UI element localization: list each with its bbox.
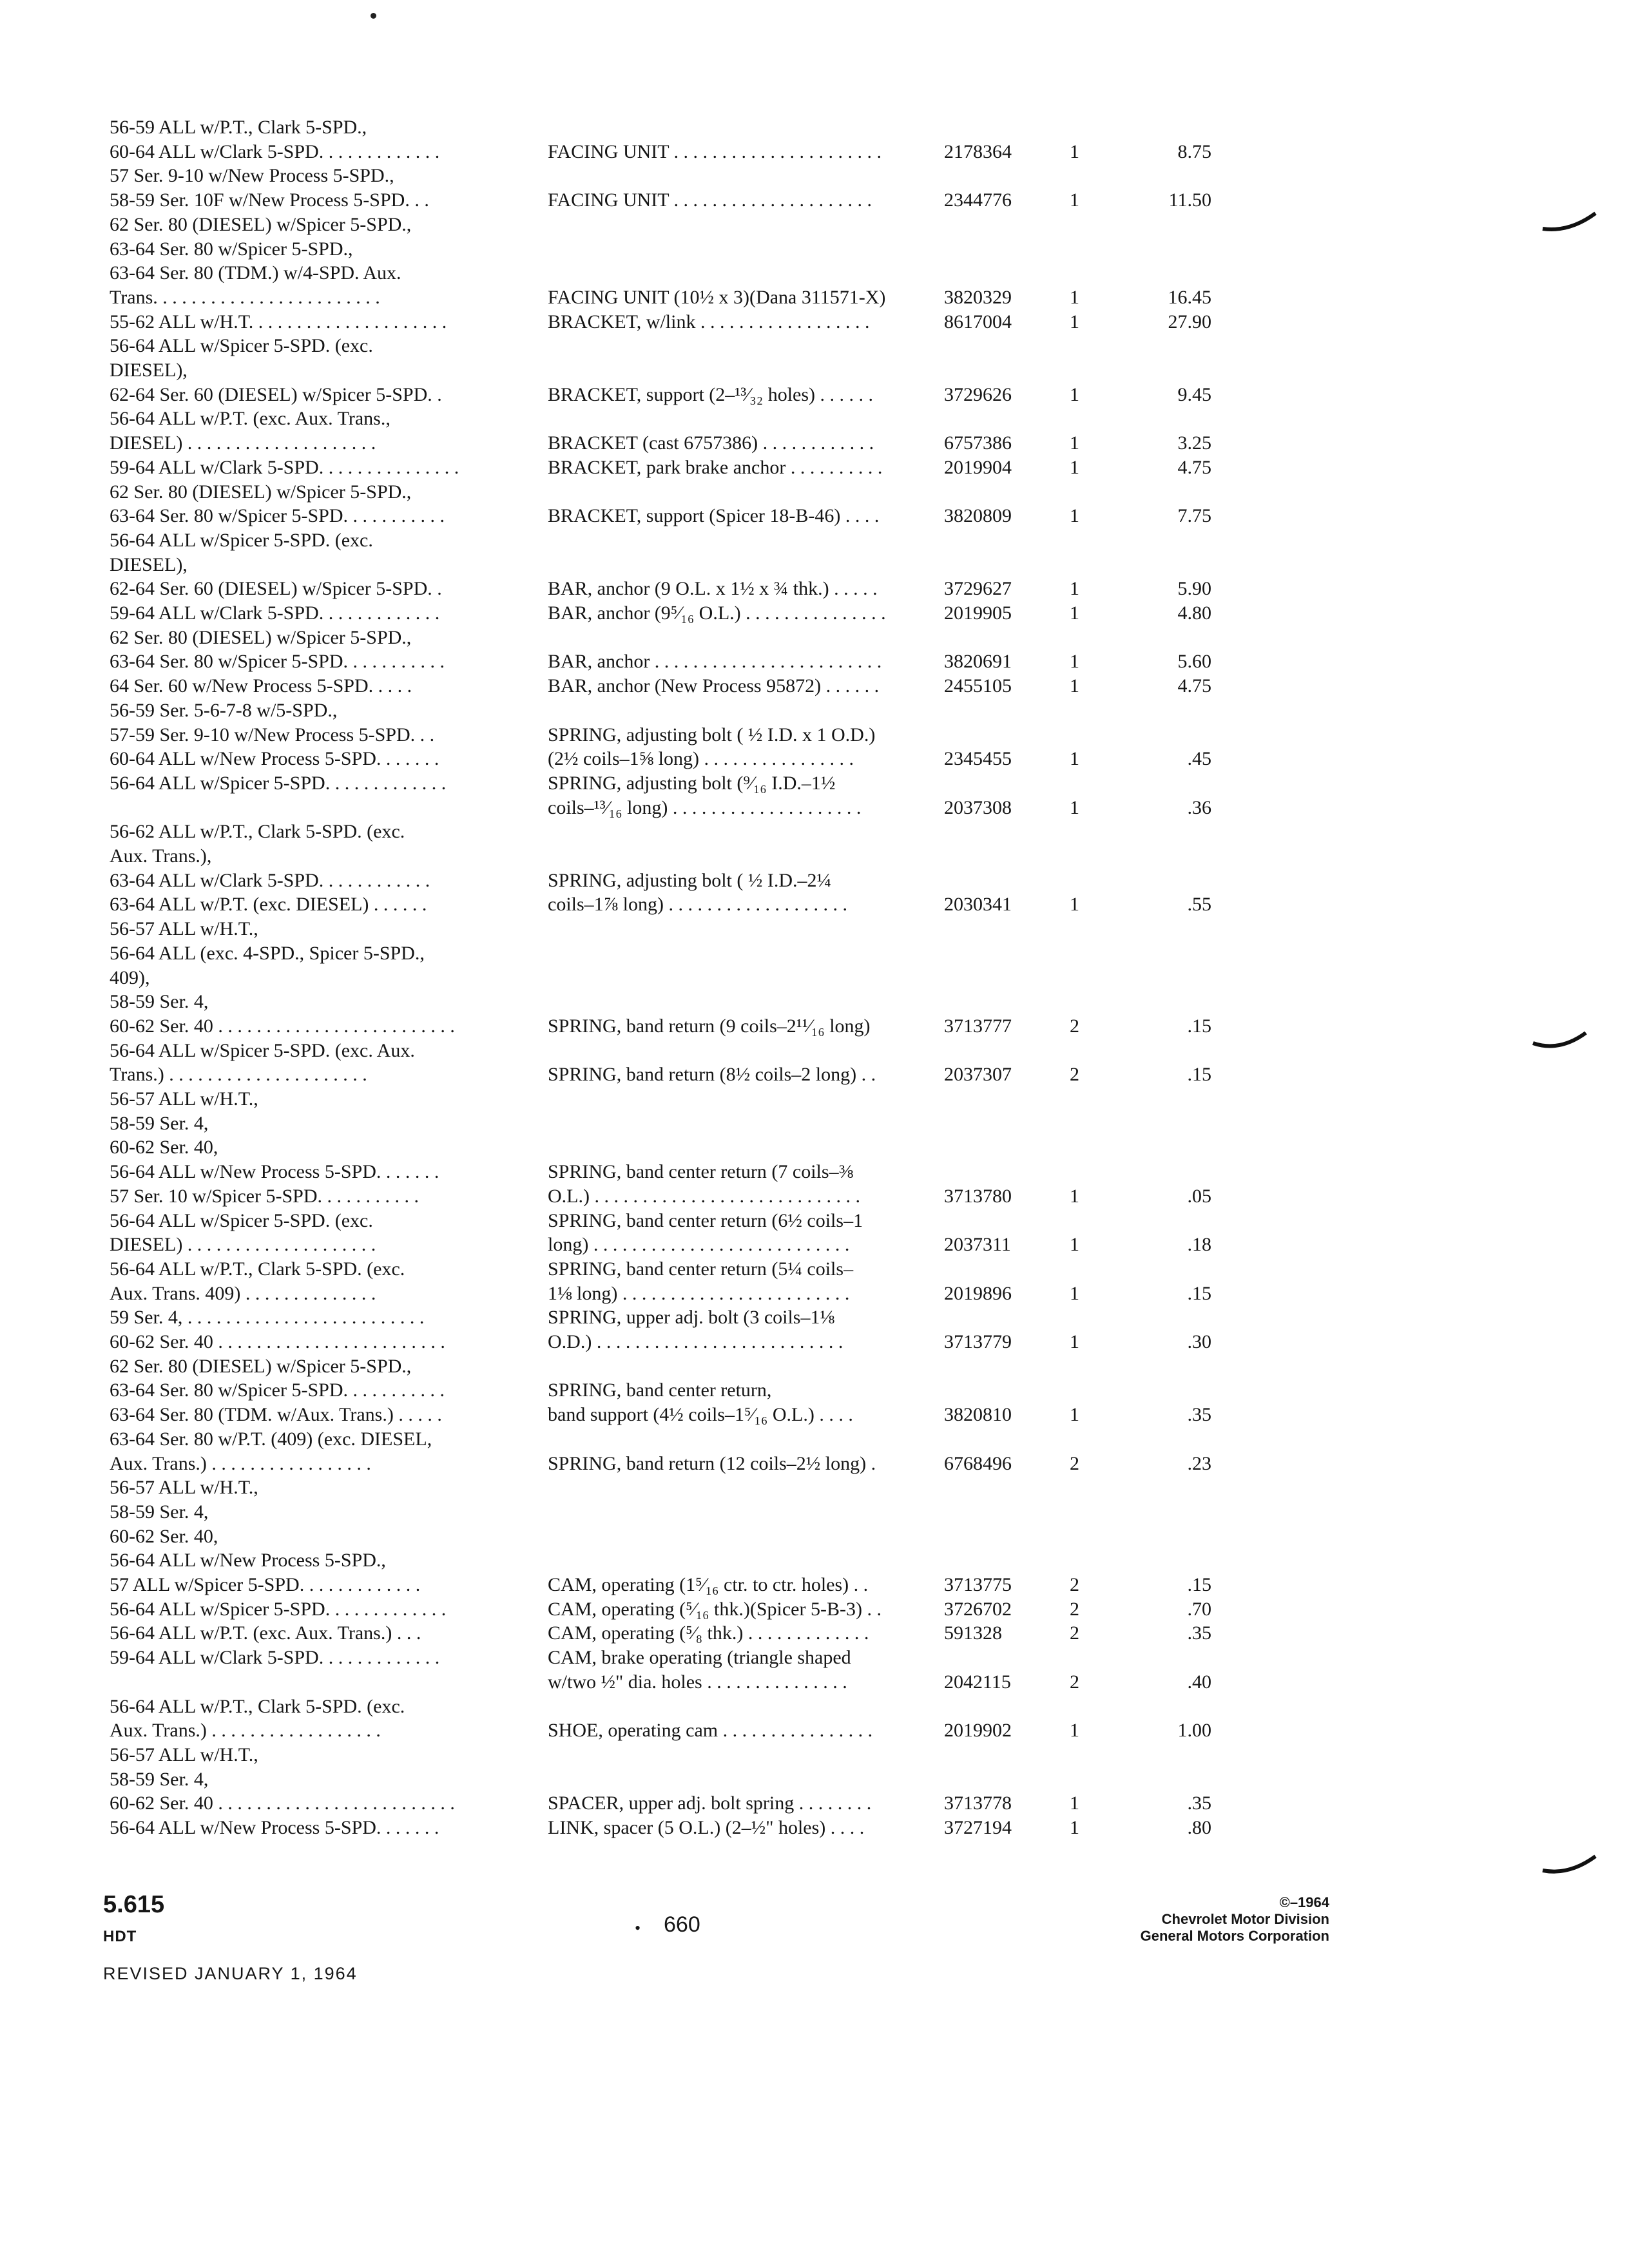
application-text: 58-59 Ser. 4, — [110, 1112, 209, 1134]
item-description: BRACKET, support (2–¹³⁄₃₂ holes) . . . . . . — [548, 383, 874, 405]
catalog-row — [110, 333, 1115, 359]
quantity: 1 — [1070, 505, 1079, 527]
application-text: Trans. . . . . . . . . . . . . . . . . . . . . . . . — [110, 286, 380, 308]
quantity: 1 — [1070, 651, 1079, 673]
item-description: FACING UNIT (10½ x 3)(Dana 311571-X) — [548, 286, 886, 308]
copyright-line: ©–1964 — [1279, 1894, 1329, 1910]
application-text: 56-59 ALL w/P.T., Clark 5-SPD., — [110, 117, 367, 138]
item-description: long) . . . . . . . . . . . . . . . . . . . . . . . . . . . — [548, 1234, 850, 1256]
application-text: 62-64 Ser. 60 (DIESEL) w/Spicer 5-SPD. . — [110, 383, 442, 405]
catalog-row — [110, 139, 1211, 165]
catalog-row — [110, 187, 1211, 213]
price: .80 — [1187, 1817, 1211, 1838]
application-text: 56-64 ALL w/P.T., Clark 5-SPD. (exc. — [110, 1258, 405, 1280]
quantity: 1 — [1070, 456, 1079, 478]
item-description: BRACKET, park brake anchor . . . . . . . . . . — [548, 456, 883, 478]
catalog-row — [110, 1499, 1115, 1525]
price: .30 — [1187, 1331, 1211, 1352]
application-text: 56-59 Ser. 5-6-7-8 w/5-SPD., — [110, 699, 338, 721]
part-number: 3729626 — [944, 383, 1012, 405]
catalog-row — [110, 212, 1115, 238]
catalog-row — [110, 1620, 1211, 1646]
item-description: BRACKET (cast 6757386) . . . . . . . . . . . . — [548, 432, 874, 454]
part-number: 2345455 — [944, 748, 1012, 770]
catalog-row — [110, 1475, 1115, 1501]
part-number: 3820691 — [944, 651, 1012, 673]
item-description: O.D.) . . . . . . . . . . . . . . . . . . . . . . . . . . — [548, 1331, 843, 1352]
application-text: 62-64 Ser. 60 (DIESEL) w/Spicer 5-SPD. . — [110, 578, 442, 600]
application-text: 60-64 ALL w/Clark 5-SPD. . . . . . . . . . . . . — [110, 140, 440, 162]
catalog-row — [110, 1305, 1115, 1331]
price: 9.45 — [1177, 383, 1211, 405]
item-description: SPRING, band return (8½ coils–2 long) . . — [548, 1064, 876, 1086]
catalog-row — [110, 1184, 1211, 1209]
item-description: SPRING, band center return (6½ coils–1 — [548, 1209, 863, 1231]
margin-tick-mark — [1540, 1852, 1598, 1878]
item-description: SPACER, upper adj. bolt spring . . . . . . . . — [548, 1792, 872, 1814]
item-description: SHOE, operating cam . . . . . . . . . . . . . . . . — [548, 1720, 873, 1742]
corporation-line: General Motors Corporation — [1140, 1928, 1329, 1944]
part-number: 2042115 — [944, 1671, 1011, 1693]
quantity: 2 — [1070, 1622, 1079, 1644]
quantity: 1 — [1070, 602, 1079, 624]
price: 1.00 — [1177, 1720, 1211, 1742]
item-description: (2½ coils–1⅝ long) . . . . . . . . . . . . . . . . — [548, 748, 854, 770]
price: .23 — [1187, 1452, 1211, 1474]
application-text: Aux. Trans. 409) . . . . . . . . . . . . . . — [110, 1282, 376, 1304]
catalog-row — [110, 1451, 1211, 1477]
item-description: SPRING, band center return (5¼ coils– — [548, 1258, 854, 1280]
catalog-row — [110, 1281, 1211, 1307]
catalog-row — [110, 1378, 1115, 1403]
price: 5.90 — [1177, 578, 1211, 600]
application-text: 57 Ser. 9-10 w/New Process 5-SPD., — [110, 165, 394, 187]
application-text: 59-64 ALL w/Clark 5-SPD. . . . . . . . . . . . . — [110, 602, 440, 624]
application-text: 57 ALL w/Spicer 5-SPD. . . . . . . . . . . . . — [110, 1574, 421, 1595]
catalog-row — [110, 309, 1211, 335]
application-text: 56-57 ALL w/H.T., — [110, 1477, 258, 1499]
item-description: SPRING, band center return, — [548, 1379, 772, 1401]
item-description: CAM, operating (1⁵⁄₁₆ ctr. to ctr. holes) . . — [548, 1574, 869, 1595]
part-number: 2037307 — [944, 1064, 1012, 1086]
catalog-row — [110, 1135, 1115, 1160]
catalog-row — [110, 1014, 1211, 1039]
catalog-row — [110, 406, 1115, 432]
application-text: Aux. Trans.) . . . . . . . . . . . . . . . . . — [110, 1452, 371, 1474]
application-text: Aux. Trans.) . . . . . . . . . . . . . . . . . . — [110, 1720, 381, 1742]
catalog-row — [110, 746, 1211, 772]
application-text: 56-57 ALL w/H.T., — [110, 1088, 258, 1110]
item-description: LINK, spacer (5 O.L.) (2–½" holes) . . . . — [548, 1817, 865, 1838]
part-number: 591328 — [944, 1622, 1002, 1644]
price: .15 — [1187, 1015, 1211, 1037]
application-text: 63-64 Ser. 80 w/Spicer 5-SPD. . . . . . . . . . . — [110, 1379, 445, 1401]
item-description: SPRING, adjusting bolt ( ½ I.D. x 1 O.D.) — [548, 724, 876, 745]
revision-date: REVISED JANUARY 1, 1964 — [103, 1964, 358, 1983]
application-text: 58-59 Ser. 4, — [110, 991, 209, 1013]
catalog-row — [110, 358, 1115, 383]
item-description: BAR, anchor . . . . . . . . . . . . . . . . . . . . . . . . — [548, 651, 882, 673]
catalog-row — [110, 1354, 1115, 1379]
application-text: 58-59 Ser. 4, — [110, 1768, 209, 1790]
catalog-row — [110, 1111, 1115, 1137]
catalog-row — [110, 1645, 1115, 1671]
scan-speck — [371, 13, 376, 19]
price: 7.75 — [1177, 505, 1211, 527]
application-text: 57-59 Ser. 9-10 w/New Process 5-SPD. . . — [110, 724, 435, 745]
quantity: 1 — [1070, 189, 1079, 211]
price: .36 — [1187, 796, 1211, 818]
application-text: 57 Ser. 10 w/Spicer 5-SPD. . . . . . . . . . . — [110, 1185, 419, 1207]
quantity: 1 — [1070, 1185, 1079, 1207]
application-text: 409), — [110, 966, 150, 988]
catalog-row — [110, 795, 1211, 821]
catalog-row — [110, 115, 1115, 140]
catalog-row — [110, 649, 1211, 675]
item-description: coils–¹³⁄₁₆ long) . . . . . . . . . . . . . . . . . . . . — [548, 796, 862, 818]
catalog-row — [110, 430, 1211, 456]
quantity: 1 — [1070, 1404, 1079, 1426]
catalog-row — [110, 552, 1115, 578]
item-description: BAR, anchor (9⁵⁄₁₆ O.L.) . . . . . . . . . . . . . . . — [548, 602, 886, 624]
item-description: SPRING, adjusting bolt (⁹⁄₁₆ I.D.–1½ — [548, 772, 836, 794]
item-description: 1⅛ long) . . . . . . . . . . . . . . . . . . . . . . . . — [548, 1282, 850, 1304]
item-description: SPRING, band return (12 coils–2½ long) . — [548, 1452, 876, 1474]
item-description: O.L.) . . . . . . . . . . . . . . . . . . . . . . . . . . . . — [548, 1185, 860, 1207]
part-number: 2030341 — [944, 894, 1012, 916]
application-text: 62 Ser. 80 (DIESEL) w/Spicer 5-SPD., — [110, 626, 412, 648]
quantity: 1 — [1070, 675, 1079, 697]
application-text: 63-64 Ser. 80 w/Spicer 5-SPD. . . . . . . . . . . — [110, 505, 445, 527]
item-description: BRACKET, support (Spicer 18-B-46) . . . . — [548, 505, 880, 527]
quantity: 1 — [1070, 796, 1079, 818]
price: 16.45 — [1168, 286, 1211, 308]
application-text: 62 Ser. 80 (DIESEL) w/Spicer 5-SPD., — [110, 213, 412, 235]
quantity: 1 — [1070, 286, 1079, 308]
application-text: 60-64 ALL w/New Process 5-SPD. . . . . . . — [110, 748, 439, 770]
catalog-row — [110, 1597, 1211, 1622]
application-text: 56-64 ALL w/New Process 5-SPD. . . . . . . — [110, 1817, 439, 1838]
catalog-row — [110, 382, 1211, 408]
application-text: 62 Ser. 80 (DIESEL) w/Spicer 5-SPD., — [110, 1355, 412, 1377]
catalog-row — [110, 1572, 1211, 1598]
item-description: SPRING, adjusting bolt ( ½ I.D.–2¼ — [548, 869, 832, 891]
item-description: FACING UNIT . . . . . . . . . . . . . . . . . . . . . — [548, 189, 872, 211]
item-description: BAR, anchor (9 O.L. x 1½ x ¾ thk.) . . . . . — [548, 578, 878, 600]
quantity: 1 — [1070, 1720, 1079, 1742]
margin-tick-mark — [1530, 1028, 1588, 1053]
price: .05 — [1187, 1185, 1211, 1207]
hdt-label: HDT — [103, 1928, 137, 1945]
application-text: 63-64 Ser. 80 w/Spicer 5-SPD., — [110, 238, 353, 260]
application-text: 56-64 ALL w/New Process 5-SPD., — [110, 1550, 386, 1571]
item-description: CAM, operating (⁵⁄₈ thk.) . . . . . . . . . . . . . — [548, 1622, 869, 1644]
catalog-row — [110, 1742, 1115, 1768]
scan-dot: • — [635, 1919, 641, 1937]
item-description: FACING UNIT . . . . . . . . . . . . . . . . . . . . . . — [548, 140, 882, 162]
price: 27.90 — [1168, 311, 1211, 332]
quantity: 1 — [1070, 140, 1079, 162]
publisher-block — [1141, 1894, 1329, 1945]
catalog-row — [110, 1086, 1115, 1112]
part-number: 2455105 — [944, 675, 1012, 697]
quantity: 1 — [1070, 1817, 1079, 1838]
catalog-row — [110, 868, 1115, 894]
price: .15 — [1187, 1282, 1211, 1304]
catalog-row — [110, 1694, 1115, 1720]
quantity: 2 — [1070, 1671, 1079, 1693]
item-description: SPRING, upper adj. bolt (3 coils–1⅛ — [548, 1307, 834, 1329]
quantity: 1 — [1070, 1792, 1079, 1814]
catalog-row — [110, 722, 1115, 748]
application-text: 56-57 ALL w/H.T., — [110, 918, 258, 940]
application-text: 62 Ser. 80 (DIESEL) w/Spicer 5-SPD., — [110, 481, 412, 503]
part-number: 3713775 — [944, 1574, 1012, 1595]
item-description: band support (4½ coils–1⁵⁄₁₆ O.L.) . . . . — [548, 1404, 853, 1426]
application-text: DIESEL) . . . . . . . . . . . . . . . . . . . . — [110, 432, 376, 454]
quantity: 2 — [1070, 1015, 1079, 1037]
item-description: SPRING, band center return (7 coils–⅜ — [548, 1161, 854, 1183]
part-number: 2178364 — [944, 140, 1012, 162]
catalog-row — [110, 1402, 1211, 1428]
catalog-row — [110, 163, 1115, 189]
application-text: DIESEL) . . . . . . . . . . . . . . . . . . . . — [110, 1234, 376, 1256]
application-text: 60-62 Ser. 40, — [110, 1137, 218, 1158]
margin-tick-mark — [1540, 209, 1598, 235]
catalog-row — [110, 941, 1115, 966]
application-text: 63-64 Ser. 80 w/Spicer 5-SPD. . . . . . . . . . . — [110, 651, 445, 673]
application-text: 64 Ser. 60 w/New Process 5-SPD. . . . . — [110, 675, 412, 697]
application-text: 60-62 Ser. 40, — [110, 1525, 218, 1547]
price: .15 — [1187, 1064, 1211, 1086]
catalog-row — [110, 260, 1115, 286]
application-text: 59-64 ALL w/Clark 5-SPD. . . . . . . . . . . . . — [110, 1647, 440, 1669]
quantity: 1 — [1070, 578, 1079, 600]
application-text: 56-64 ALL w/Spicer 5-SPD. . . . . . . . . . . . . — [110, 1598, 447, 1620]
price: .35 — [1187, 1622, 1211, 1644]
price: .70 — [1187, 1598, 1211, 1620]
catalog-row — [110, 1232, 1211, 1258]
quantity: 1 — [1070, 383, 1079, 405]
item-description: SPRING, band return (9 coils–2¹¹⁄₁₆ long) — [548, 1015, 871, 1037]
catalog-row — [110, 528, 1115, 553]
catalog-row — [110, 1062, 1211, 1088]
quantity: 1 — [1070, 432, 1079, 454]
application-text: 56-64 ALL w/P.T. (exc. Aux. Trans., — [110, 408, 390, 430]
quantity: 1 — [1070, 1331, 1079, 1352]
price: 4.75 — [1177, 675, 1211, 697]
part-number: 2037311 — [944, 1234, 1011, 1256]
part-number: 2019896 — [944, 1282, 1012, 1304]
section-number: 5.615 — [103, 1891, 165, 1918]
catalog-row — [110, 236, 1115, 262]
price: .45 — [1187, 748, 1211, 770]
price: .35 — [1187, 1404, 1211, 1426]
application-text: 63-64 Ser. 80 w/P.T. (409) (exc. DIESEL, — [110, 1428, 432, 1450]
part-number: 2019902 — [944, 1720, 1012, 1742]
price: 3.25 — [1177, 432, 1211, 454]
catalog-row — [110, 1669, 1211, 1695]
page-number: 660 — [664, 1912, 700, 1937]
part-number: 3820810 — [944, 1404, 1012, 1426]
quantity: 1 — [1070, 748, 1079, 770]
price: .15 — [1187, 1574, 1211, 1595]
catalog-row — [110, 698, 1115, 724]
application-text: 56-64 ALL w/Spicer 5-SPD. . . . . . . . . . . . . — [110, 772, 447, 794]
part-number: 2037308 — [944, 796, 1012, 818]
catalog-row — [110, 285, 1211, 311]
part-number: 2344776 — [944, 189, 1012, 211]
catalog-row — [110, 965, 1115, 991]
application-text: 55-62 ALL w/H.T. . . . . . . . . . . . . . . . . . . . . — [110, 311, 447, 332]
quantity: 2 — [1070, 1064, 1079, 1086]
application-text: 56-64 ALL w/Spicer 5-SPD. (exc. — [110, 335, 373, 357]
price: .35 — [1187, 1792, 1211, 1814]
item-description: BAR, anchor (New Process 95872) . . . . . . — [548, 675, 880, 697]
item-description: CAM, operating (⁵⁄₁₆ thk.)(Spicer 5-B-3) . . — [548, 1598, 882, 1620]
catalog-row — [110, 892, 1211, 918]
application-text: 59 Ser. 4, . . . . . . . . . . . . . . . . . . . . . . . . . — [110, 1307, 425, 1329]
quantity: 2 — [1070, 1574, 1079, 1595]
application-text: 58-59 Ser. 4, — [110, 1501, 209, 1523]
catalog-row — [110, 455, 1211, 481]
application-text: 63-64 ALL w/Clark 5-SPD. . . . . . . . . . . . — [110, 869, 430, 891]
catalog-row — [110, 1208, 1115, 1234]
application-text: DIESEL), — [110, 360, 188, 381]
catalog-row — [110, 916, 1115, 942]
application-text: 56-64 ALL w/Spicer 5-SPD. (exc. Aux. — [110, 1039, 415, 1061]
application-text: 56-64 ALL w/Spicer 5-SPD. (exc. — [110, 1209, 373, 1231]
price: 4.80 — [1177, 602, 1211, 624]
catalog-row — [110, 1329, 1211, 1355]
application-text: 56-64 ALL w/New Process 5-SPD. . . . . . . — [110, 1161, 439, 1183]
application-text: 59-64 ALL w/Clark 5-SPD. . . . . . . . . . . . . . . — [110, 456, 459, 478]
catalog-row — [110, 1524, 1115, 1550]
application-text: 56-57 ALL w/H.T., — [110, 1744, 258, 1765]
price: .55 — [1187, 894, 1211, 916]
item-description: coils–1⅞ long) . . . . . . . . . . . . . . . . . . . — [548, 894, 847, 916]
quantity: 1 — [1070, 1282, 1079, 1304]
application-text: Aux. Trans.), — [110, 845, 212, 867]
catalog-row — [110, 1256, 1115, 1282]
part-number: 6757386 — [944, 432, 1012, 454]
application-text: 63-64 ALL w/P.T. (exc. DIESEL) . . . . . . — [110, 894, 427, 916]
catalog-row — [110, 1548, 1115, 1573]
application-text: DIESEL), — [110, 553, 188, 575]
item-description: BRACKET, w/link . . . . . . . . . . . . . . . . . . — [548, 311, 870, 332]
price: .40 — [1187, 1671, 1211, 1693]
catalog-row — [110, 1767, 1115, 1792]
catalog-row — [110, 601, 1211, 626]
catalog-row — [110, 1815, 1211, 1841]
item-description: CAM, brake operating (triangle shaped — [548, 1647, 851, 1669]
application-text: 63-64 Ser. 80 (TDM. w/Aux. Trans.) . . . . . — [110, 1404, 442, 1426]
division-line: Chevrolet Motor Division — [1161, 1911, 1329, 1927]
price: 5.60 — [1177, 651, 1211, 673]
catalog-row — [110, 1718, 1211, 1744]
part-number: 3820329 — [944, 286, 1012, 308]
catalog-row — [110, 1427, 1115, 1452]
part-number: 2019905 — [944, 602, 1012, 624]
part-number: 3726702 — [944, 1598, 1012, 1620]
quantity: 1 — [1070, 894, 1079, 916]
catalog-row — [110, 819, 1115, 845]
part-number: 3713778 — [944, 1792, 1012, 1814]
catalog-row — [110, 1159, 1115, 1185]
quantity: 1 — [1070, 1234, 1079, 1256]
price: .18 — [1187, 1234, 1211, 1256]
part-number: 3713777 — [944, 1015, 1012, 1037]
application-text: 56-64 ALL w/P.T. (exc. Aux. Trans.) . . . — [110, 1622, 421, 1644]
application-text: 56-64 ALL w/P.T., Clark 5-SPD. (exc. — [110, 1695, 405, 1717]
application-text: 56-62 ALL w/P.T., Clark 5-SPD. (exc. — [110, 821, 405, 843]
application-text: 56-64 ALL (exc. 4-SPD., Spicer 5-SPD., — [110, 942, 425, 964]
catalog-row — [110, 843, 1115, 869]
part-number: 6768496 — [944, 1452, 1012, 1474]
price: 11.50 — [1168, 189, 1211, 211]
part-number: 3713780 — [944, 1185, 1012, 1207]
quantity: 1 — [1070, 311, 1079, 332]
application-text: 60-62 Ser. 40 . . . . . . . . . . . . . . . . . . . . . . . . . — [110, 1792, 455, 1814]
part-number: 8617004 — [944, 311, 1012, 332]
part-number: 3729627 — [944, 578, 1012, 600]
catalog-row — [110, 1038, 1115, 1064]
price: 4.75 — [1177, 456, 1211, 478]
catalog-row — [110, 576, 1211, 602]
quantity: 2 — [1070, 1452, 1079, 1474]
catalog-row — [110, 625, 1115, 651]
application-text: 58-59 Ser. 10F w/New Process 5-SPD. . . — [110, 189, 429, 211]
part-number: 3713779 — [944, 1331, 1012, 1352]
part-number: 2019904 — [944, 456, 1012, 478]
part-number: 3727194 — [944, 1817, 1012, 1838]
application-text: 60-62 Ser. 40 . . . . . . . . . . . . . . . . . . . . . . . . . — [110, 1015, 455, 1037]
catalog-row — [110, 1791, 1211, 1816]
application-text: Trans.) . . . . . . . . . . . . . . . . . . . . . — [110, 1064, 367, 1086]
application-text: 63-64 Ser. 80 (TDM.) w/4-SPD. Aux. — [110, 262, 401, 284]
quantity: 2 — [1070, 1598, 1079, 1620]
catalog-row — [110, 673, 1211, 699]
catalog-row — [110, 503, 1211, 529]
application-text: 56-64 ALL w/Spicer 5-SPD. (exc. — [110, 529, 373, 551]
catalog-row — [110, 989, 1115, 1015]
part-number: 3820809 — [944, 505, 1012, 527]
price: 8.75 — [1177, 140, 1211, 162]
application-text: 60-62 Ser. 40 . . . . . . . . . . . . . . . . . . . . . . . . — [110, 1331, 445, 1352]
catalog-row — [110, 771, 1115, 796]
catalog-row — [110, 479, 1115, 505]
item-description: w/two ½" dia. holes . . . . . . . . . . . . . . . — [548, 1671, 847, 1693]
